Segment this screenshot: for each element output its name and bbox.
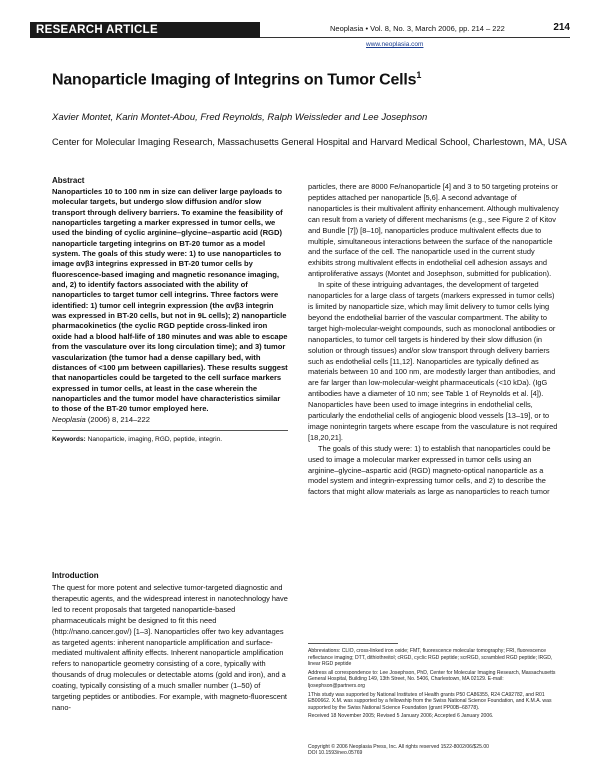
footnotes	[308, 648, 560, 722]
footnote-funding: 1This study was supported by National Institutes of Health grants P50 CA86355, R24 CA92782, and R01 EB00662. X.M. was supported by a fellowship from the Swiss National Science Foundation, and K.M.A. was supported by the Swiss National Science Foundation (grant PP00B–68778).	[308, 691, 552, 711]
body-paragraph: particles, there are 8000 Fe/nanoparticle [4] and 3 to 50 targeting proteins or peptides attached per nanoparticle [5,6]. A second advantage of nanoparticles is their multivalent affinity enhancement. Although multivalency can result from a variety of different mechanisms (e.g., see Figure 2 of Kitov and Bundle [7]) [8–10], nanoparticles produce multivalent effects due to multiple, simultaneous interactions between the surface of the nanoparticle and the surface of the cell. The nanoparticle used in the current study exhibits strong multivalent effects in endothelial cell adhesion assays and antiproliferative assays (Montet and Josephson, submitted for publication).	[308, 182, 559, 279]
page-number: 214	[553, 22, 570, 33]
left-column	[52, 176, 288, 443]
footnote-dates: Received 18 November 2005; Revised 5 January 2006; Accepted 6 January 2006.	[308, 713, 494, 720]
article-title	[52, 70, 421, 89]
copyright-line: Copyright © 2006 Neoplasia Press, Inc. All rights reserved 1522-8002/06/$25.00	[308, 744, 490, 750]
keywords-label: Keywords:	[52, 435, 86, 443]
citation-journal: Neoplasia	[52, 414, 86, 424]
keywords-rule	[52, 430, 288, 431]
citation-details: (2006) 8, 214–222	[87, 414, 150, 424]
right-column	[308, 182, 560, 498]
body-paragraph: In spite of these intriguing advantages, the development of targeted nanoparticles for a large class of targets (markers expressed in tumor cells) is limited by nanoparticle size, which may limit delivery to tumor cells lying beyond the endothelial barrier of the vascular compartment. The ability to target high-molecular-weight compounds, such as monoclonal antibodies or nanoparticles, to tumor cell targets is hindered by their slow diffusion (in solution or through tissues) and/or slow transport through delivery barriers such as endothelial cells [11,12]. Nanoparticles are typically defined as materials between 10 and 100 nm, are modestly larger than antibodies, and are far larger than low-molecular-weight pharmaceuticals (<10 kDa). (IgG antibodies have a diameter of 10 nm; see Table 1 of Reynolds et al. [4]). Nanoparticles have been used to image integrins in endothelial cells, particularly the endothelial cells of angiogenic blood vessels [13–19], or to image nonintegrin targets where escape from the vasculature is not required [18,20,21].	[308, 280, 558, 442]
copyright-notice	[308, 744, 560, 757]
introduction-heading: Introduction	[52, 571, 99, 580]
body-paragraph: The goals of this study were: 1) to establish that nanoparticles could be used to image a molecular marker expressed in tumor cells using an arginine–glycine–aspartic acid (RGD) magneto-optical nanoparticle as a model system and integrin-expressing tumor cells, and 2) to describe the factors that might allow materials as large as nanoparticles to reach tumor	[308, 443, 551, 497]
abstract-text: Nanoparticles 10 to 100 nm in size can deliver large payloads to molecular targets, but undergo slow diffusion and/or slow transport through delivery barriers. To examine the feasibility of nanoparticles targeting a marker expressed in tumor cells, we used the binding of cyclic arginine–glycine–aspartic acid (RGD) nanoparticle targeting integrins on BT-20 tumor as a model system. The goals of this study were: 1) to use nanoparticles to image αvβ3 integrins expressed in BT-20 tumor cells by fluorescence-based imaging and magnetic resonance imaging, and, 2) to identify factors associated with the ability of nanoparticles to target tumor cell integrins. Three factors were identified: 1) tumor cell integrin expression (the αvβ3 integrin was expressed in BT-20 cells, but not in 9L cells); 2) nanoparticle pharmacokinetics (the cyclic RGD peptide cross-linked iron oxide had a blood half-life of 180 minutes and was able to escape from the vasculature over its long circulation time); and 3) tumor vascularization (the tumor had a dense capillary bed, with distances of <100 μm between capillaries). These results suggest that nanoparticles could be targeted to the cell surface markers expressed in tumor cells, at least in the case wherein the nanoparticles and the tumor model have characteristics similar to those of the BT-20 tumor employed here.	[52, 187, 288, 414]
affiliation: Center for Molecular Imaging Research, Massachusetts General Hospital and Harvard Medical School, Charlestown, MA, USA	[52, 137, 567, 147]
journal-url-link[interactable]: www.neoplasia.com	[366, 41, 424, 48]
abstract-heading: Abstract	[52, 176, 85, 185]
footnote-abbreviations: Abbreviations: CLIO, cross-linked iron oxide; FMT, fluorescence molecular tomography; FRI, fluorescence reflectance imaging; DTT, dithiothreitol; cRGD, cyclic RGD peptide; scrRGD, scrambled RGD peptide; lRGD, linear RGD peptide	[308, 648, 553, 668]
title-text: Nanoparticle Imaging of Integrins on Tumor Cells	[52, 71, 417, 89]
section-banner: RESEARCH ARTICLE	[30, 22, 260, 38]
header-rule	[260, 37, 570, 38]
author-list: Xavier Montet, Karin Montet-Abou, Fred Reynolds, Ralph Weissleder and Lee Josephson	[52, 112, 428, 123]
footnotes-rule	[308, 643, 398, 644]
keywords-list: Nanoparticle, imaging, RGD, peptide, integrin.	[87, 435, 223, 443]
title-footnote-mark: 1	[416, 70, 422, 80]
keywords	[52, 436, 288, 443]
journal-line: Neoplasia • Vol. 8, No. 3, March 2006, pp. 214 – 222	[330, 24, 505, 33]
footnote-correspondence: Address all correspondence to: Lee Josephson, PhD, Center for Molecular Imaging Research, Massachusetts General Hospital, Building 149, 13th Street, No. 5406, Charlestown, MA 02129. E-mail: ljosephson@partners.org	[308, 669, 556, 689]
doi-line: DOI 10.1593/neo.05769	[308, 750, 363, 757]
introduction-body: The quest for more potent and selective tumor-targeted diagnostic and therapeutic agents, and the widespread interest in nanotechnology have led to recent proposals that targeted nanoparticle-based pharmaceuticals might be designed to fit this need (http://nano.cancer.gov/) [1–3]. Nanoparticles offer two key advantages as targeted agents: inherent nanoparticle amplification and surface-mediated multivalent affinity effects. Inherent nanoparticle amplification refers to nanoparticle geometry consisting of a core, typically with thousands of drug molecules or detectable atoms (gold and iron), and a coating, typically consisting of a much smaller number (1–50) of targeting peptides or antibodies. For example, with magneto-fluorescent nano-	[52, 583, 288, 712]
abstract-body	[52, 187, 288, 425]
